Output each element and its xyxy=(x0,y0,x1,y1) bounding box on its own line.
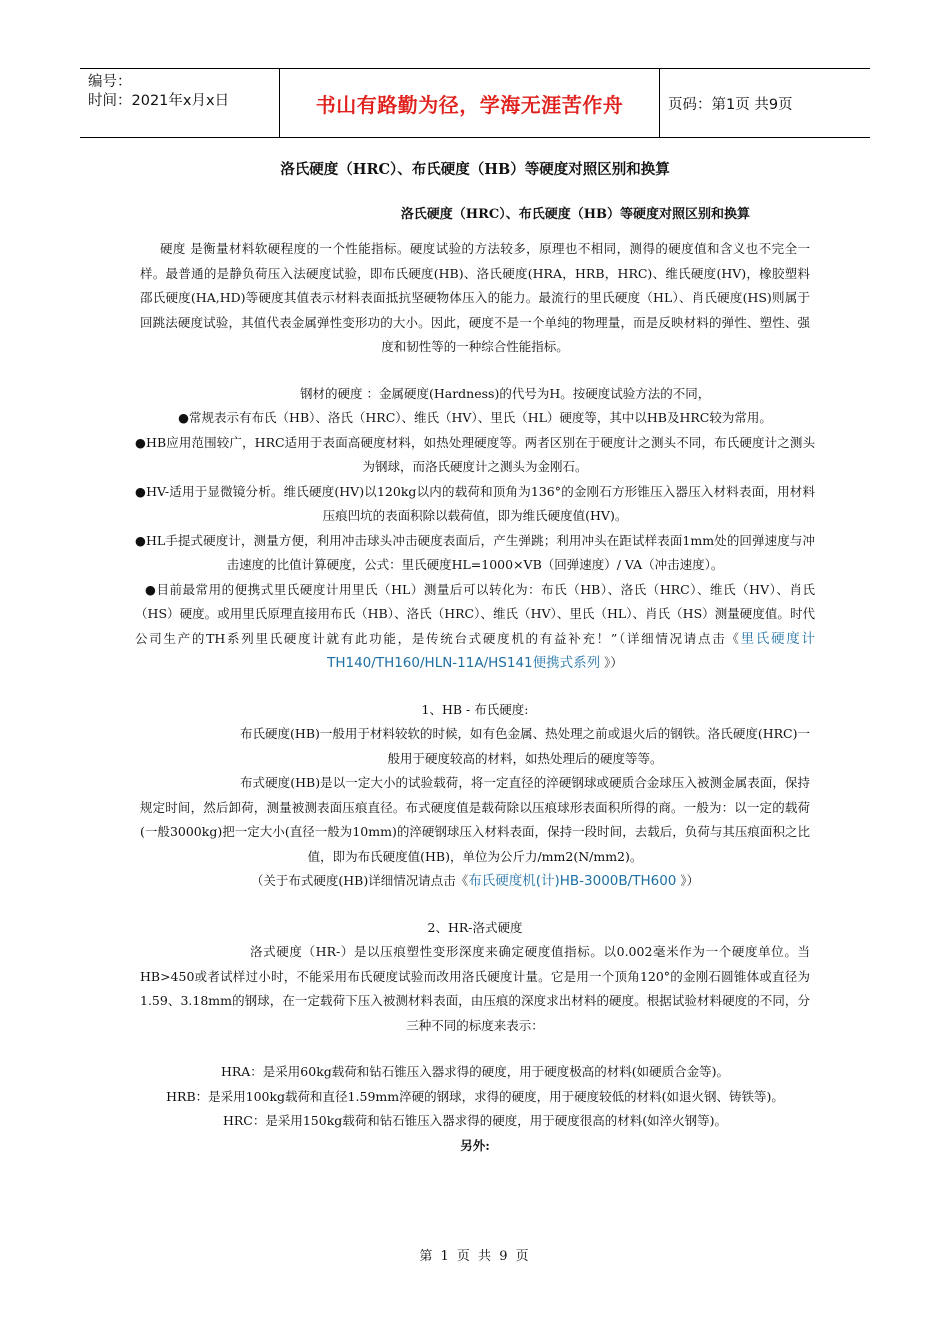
link-tail: 》） xyxy=(676,873,700,888)
document-body xyxy=(135,158,816,1158)
hrc-line: HRC：是采用150kg载荷和钻石锥压入器求得的硬度，用于硬度很高的材料(如淬火钢等)。 xyxy=(222,1113,728,1128)
header-page-number: 页码：第1页 共9页 xyxy=(668,96,793,113)
section-2-paragraph: 洛式硬度（HR-）是以压痕塑性变形深度来确定硬度值指标。以0.002毫米作为一个硬度单位。当HB>450或者试样过小时，不能采用布氏硬度试验而改用洛氏硬度计量。它是用一个顶角120°的金刚石圆锥体或直径为1.59、3.18mm的钢球，在一定载荷下压入被测材料表面，由压痕的深度求出材料的硬度。根据试验材料硬度的不同，分三种不同的标度来表示： xyxy=(140,944,810,1033)
leeb-hardness-link[interactable]: 里氏硬度计TH140/TH160/HLN-11A/HS141便携式系列 xyxy=(327,630,816,671)
page-footer: 第 1 页 共 9 页 xyxy=(419,1249,531,1264)
bullet-item: ●常规表示有布氏（HB）、洛氏（HRC）、维氏（HV）、里氏（HL）硬度等，其中以HB及HRC较为常用。 xyxy=(178,410,772,425)
doc-number-label: 编号： xyxy=(88,74,132,90)
section-2-title: 2、HR-洛式硬度 xyxy=(427,919,523,935)
document-subtitle: 洛氏硬度（HRC）、布氏硬度（HB）等硬度对照区别和换算 xyxy=(400,206,750,222)
document-title: 洛氏硬度（HRC）、布氏硬度（HB）等硬度对照区别和换算 xyxy=(280,161,670,178)
header-slogan: 书山有路勤为径，学海无涯苦作舟 xyxy=(280,69,660,137)
doc-time-label: 时间：2021年x月x日 xyxy=(88,93,230,109)
section-1-note xyxy=(140,869,810,894)
bullet-text: ●目前最常用的便携式里氏硬度计用里氏（HL）测量后可以转化为：布氏（HB）、洛氏（HRC）、维氏（HV）、肖氏（HS）硬度。或用里氏原理直接用布氏（HB）、洛氏（HRC）、维氏（HV）、里氏（HL）、肖氏（HS）测量硬度值。时代公司生产的TH系列里氏硬度计就有此功能，是传统台式硬度机的有益补充！”（详细情况请点击《 xyxy=(135,581,815,646)
other-label: 另外: xyxy=(460,1137,490,1153)
hra-line: HRA：是采用60kg载荷和钻石锥压入器求得的硬度，用于硬度极高的材料(如硬质合金等)。 xyxy=(220,1064,730,1079)
intro-paragraph: 硬度 是衡量材料软硬程度的一个性能指标。硬度试验的方法较多，原理也不相同，测得的硬度值和含义也不完全一样。最普通的是静负荷压入法硬度试验，即布氏硬度(HB)、洛氏硬度(HRA，HRB，HRC)、维氏硬度(HV)，橡胶塑料邵氏硬度(HA,HD)等硬度其值表示材料表面抵抗坚硬物体压入的能力。最流行的里氏硬度（HL）、肖氏硬度(HS)则属于回跳法硬度试验，其值代表金属弹性变形功的大小。因此，硬度不是一个单纯的物理量，而是反映材料的弹性、塑性、强度和韧性等的一种综合性能指标。 xyxy=(140,241,810,354)
note-text: （关于布式硬度(HB)详细情况请点击《 xyxy=(250,873,469,888)
section-1-title: 1、HB - 布氏硬度: xyxy=(421,701,529,717)
steel-hardness-line: 钢材的硬度 ：金属硬度(Hardness)的代号为H。按硬度试验方法的不同， xyxy=(300,385,711,401)
brinell-hardness-link[interactable]: 布氏硬度机(计)HB-3000B/TH600 xyxy=(468,873,677,889)
bullet-item: ●HB应用范围较广，HRC适用于表面高硬度材料，如热处理硬度等。两者区别在于硬度计之测头不同，布氏硬度计之测头为钢球，而洛氏硬度计之测头为金刚石。 xyxy=(135,434,815,474)
hrb-line: HRB：是采用100kg载荷和直径1.59mm淬硬的钢球，求得的硬度，用于硬度较低的材料(如退火钢、铸铁等)。 xyxy=(166,1088,784,1104)
section-1-paragraph: 布氏硬度(HB)一般用于材料较软的时候，如有色金属、热处理之前或退火后的钢铁。洛氏硬度(HRC)一般用于硬度较高的材料，如热处理后的硬度等等。 xyxy=(240,726,810,766)
bullet-item: ●HV-适用于显微镜分析。维氏硬度(HV)以120kg以内的载荷和顶角为136°的金刚石方形锥压入器压入材料表面，用材料压痕凹坑的表面积除以载荷值，即为维氏硬度值(HV)。 xyxy=(135,483,815,523)
section-1-paragraph: 布式硬度(HB)是以一定大小的试验载荷，将一定直径的淬硬钢球或硬质合金球压入被测金属表面，保持规定时间，然后卸荷，测量被测表面压痕直径。布式硬度值是载荷除以压痕球形表面积所得的商。一般为：以一定的载荷(一般3000kg)把一定大小(直径一般为10mm)的淬硬钢球压入材料表面，保持一段时间，去载后，负荷与其压痕面积之比值，即为布氏硬度值(HB)，单位为公斤力/mm2(N/mm2)。 xyxy=(140,775,810,864)
bullet-item: ●HL手提式硬度计，测量方便，利用冲击球头冲击硬度表面后，产生弹跳；利用冲头在距试样表面1mm处的回弹速度与冲击速度的比值计算硬度，公式：里氏硬度HL=1000×VB（回弹速度）/ VA（冲击速度）。 xyxy=(135,532,815,572)
page-header xyxy=(80,68,870,138)
header-meta xyxy=(80,69,280,137)
bullet-list xyxy=(135,406,815,676)
link-tail: 》） xyxy=(600,655,623,670)
bullet-item xyxy=(135,578,815,676)
